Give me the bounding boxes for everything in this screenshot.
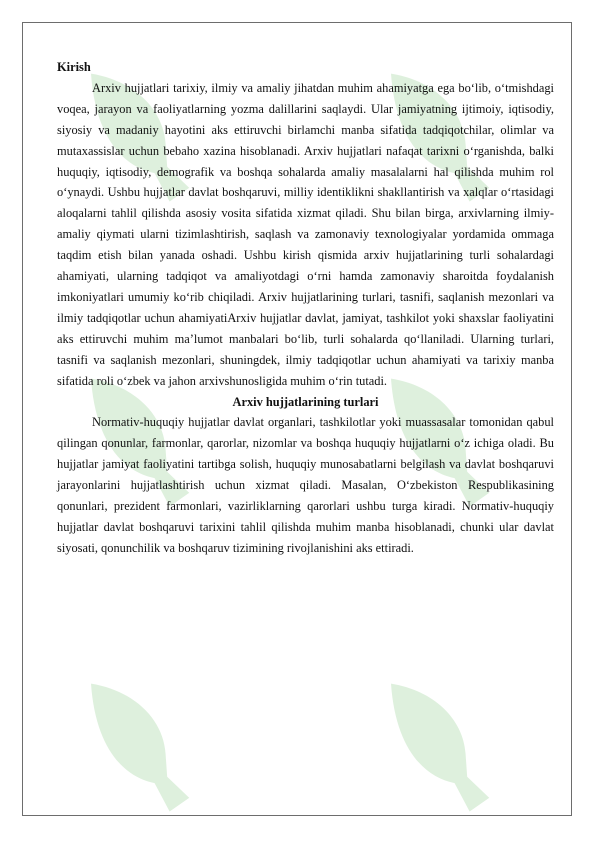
document-body xyxy=(57,57,554,559)
section-heading-kirish: Kirish xyxy=(57,60,91,74)
paragraph-normative-legal-documents: Normativ-huquqiy hujjatlar davlat organlari, tashkilotlar yoki muassasalar tomonidan qabul qilingan qonunlar, farmonlar, qarorlar, nizomlar va boshqa huquqiy hujjatlarni o‘z ichiga oladi. Bu hujjatlar jamiyat faoliyatini tartibga solish, huquqiy munosabatlarni belgilash va davlat boshqaruvi jarayonlarini hujjatlashtirish uchun xizmat qiladi. Masalan, O‘zbekiston Respublikasining qonunlari, prezident farmonlari, vazirliklarning qarorlari ushbu turga kiradi. Normativ-huquqiy hujjatlar davlat boshqaruvi tarixini tahlil qilishda muhim manba hisoblanadi, chunki ular davlat siyosati, qonunchilik va boshqaruv tizimining rivojlanishini aks ettiradi. xyxy=(57,415,554,555)
section-heading-document-types: Arxiv hujjatlarining turlari xyxy=(232,394,379,409)
paragraph-introduction: Arxiv hujjatlari tarixiy, ilmiy va amaliy jihatdan muhim ahamiyatga ega bo‘lib, o‘tmishdagi voqea, jarayon va faoliyatlarning yozma dalillarini saqlaydi. Ular jamiyatning ijtimoiy, iqtisodiy, siyosiy va madaniy hayotini aks ettiruvchi birlamchi manba sifatida tadqiqotchilar, olimlar va mutaxassislar uchun bebaho xazina hisoblanadi. Arxiv hujjatlari nafaqat tarixni o‘rganishda, balki huquqiy, iqtisodiy, demografik va boshqa sohalarda amaliy masalalarni hal qilishda muhim rol o‘ynaydi. Ushbu hujjatlar davlat boshqaruvi, milliy identiklikni shakllantirish va xalqlar o‘rtasidagi aloqalarni tahlil qilishda asosiy vosita sifatida xizmat qiladi. Shu bilan birga, arxivlarning ilmiy-amaliy qiymati ularni tizimlashtirish, saqlash va zamonaviy texnologiyalar yordamida ommaga taqdim etish bilan yanada oshadi. Ushbu kirish qismida arxiv hujjatlarining turli sohalardagi ahamiyati, ularning tadqiqot va amaliyotdagi o‘rni hamda zamonaviy sharoitda foydalanish imkoniyatlari umumiy ko‘rib chiqiladi. Arxiv hujjatlarining turlari, tasnifi, saqlanish mezonlari va ilmiy tadqiqotlar uchun ahamiyatiArxiv hujjatlar davlat, jamiyat, tashkilot yoki shaxslar faoliyatini aks ettiruvchi muhim ma’lumot manbalari bo‘lib, turli sohalarda qo‘llaniladi. Ularning turlari, tasnifi va saqlanish mezonlari, shuningdek, ilmiy tadqiqotlar uchun ahamiyati va tarixiy manba sifatida roli o‘zbek va jahon arxivshunosligida muhim o‘rin tutadi. xyxy=(57,80,554,388)
